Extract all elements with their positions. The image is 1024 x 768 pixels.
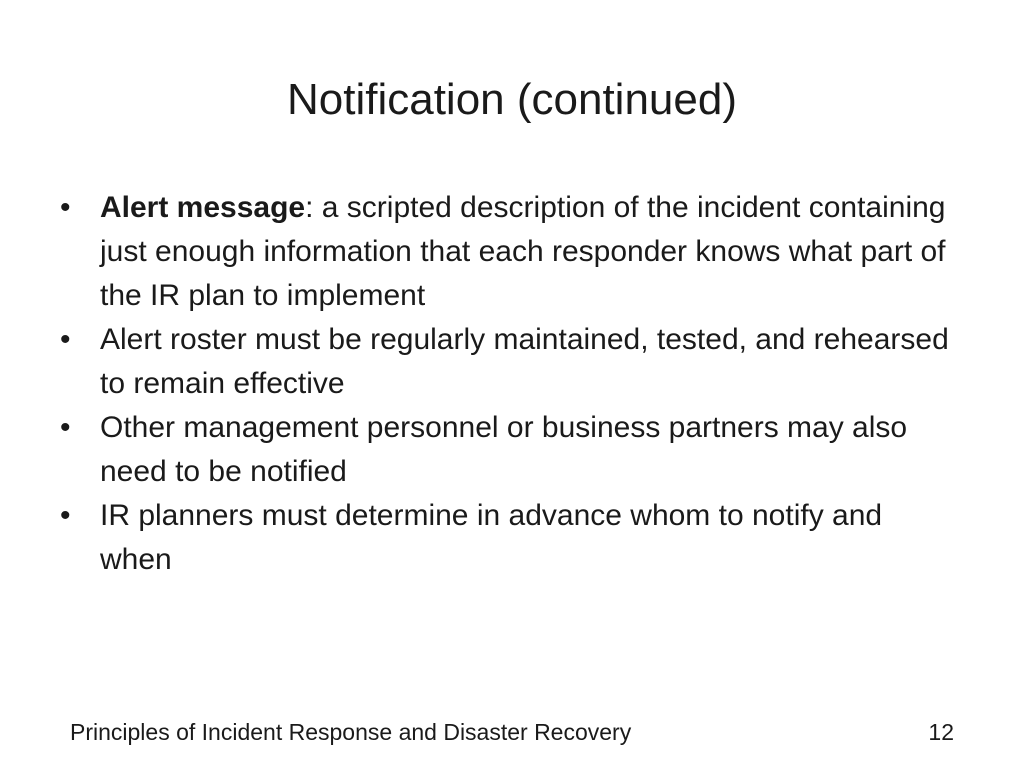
bullet-item-other-personnel [56, 406, 956, 494]
bullet-text: Other management personnel or business partners may also need to be notified [100, 411, 908, 488]
footer-course-title: Principles of Incident Response and Disaster Recovery [70, 719, 632, 745]
bullet-text: : a scripted description of the incident containing just enough information that each responder knows what part of the IR plan to implement [100, 191, 946, 312]
bullet-icon: • [60, 191, 71, 224]
slide-title: Notification (continued) [286, 75, 737, 124]
bullet-term: Alert message [100, 191, 306, 224]
bullet-list [56, 186, 956, 582]
bullet-item-ir-planners [56, 494, 956, 582]
page-number: 12 [928, 719, 954, 745]
bullet-icon: • [60, 323, 71, 356]
bullet-item-alert-roster [56, 318, 956, 406]
bullet-item-alert-message [56, 186, 956, 318]
bullet-text: IR planners must determine in advance whom to notify and when [100, 499, 883, 576]
bullet-icon: • [60, 411, 71, 444]
bullet-text: Alert roster must be regularly maintained, tested, and rehearsed to remain effective [100, 323, 949, 400]
bullet-icon: • [60, 499, 71, 532]
